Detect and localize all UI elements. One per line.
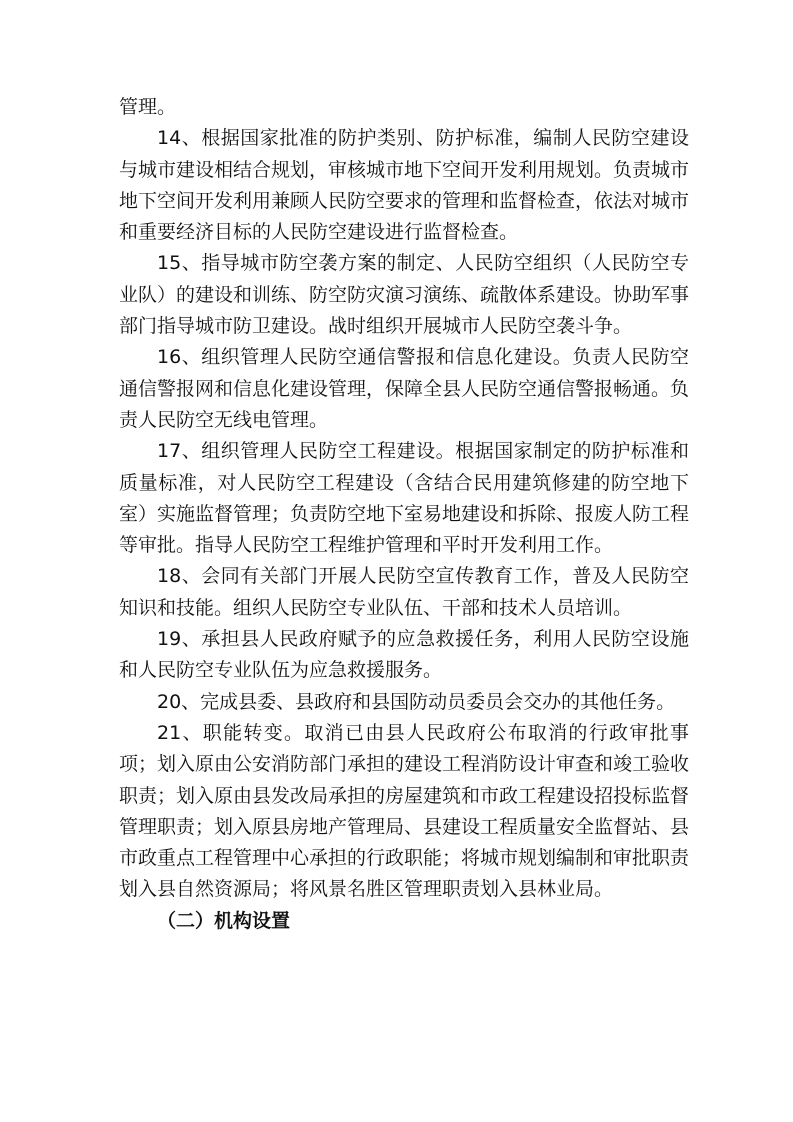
paragraph-item-20: 20、完成县委、县政府和县国防动员委员会交办的其他任务。 [157,690,676,713]
document-body [119,92,689,937]
section-heading: （二）机构设置 [157,909,291,932]
paragraph-item-18: 18、会同有关部门开展人民防空宣传教育工作，普及人民防空知识和技能。组织人民防空专业队伍、干部和技术人员培训。 [119,565,689,619]
paragraph-item-14: 14、根据国家批准的防护类别、防护标准，编制人民防空建设与城市建设相结合规划，审核城市地下空间开发利用规划。负责城市地下空间开发利用兼顾人民防空要求的管理和监督检查，依法对城市和重要经济目标的人民防空建设进行监督检查。 [119,127,690,244]
paragraph-item-16: 16、组织管理人民防空通信警报和信息化建设。负责人民防空通信警报网和信息化建设管理，保障全县人民防空通信警报畅通。负责人民防空无线电管理。 [119,346,690,431]
paragraph-item-15: 15、指导城市防空袭方案的制定、人民防空组织（人民防空专业队）的建设和训练、防空防灾演习演练、疏散体系建设。协助军事部门指导城市防卫建设。战时组织开展城市人民防空袭斗争。 [119,252,690,338]
paragraph-item-19: 19、承担县人民政府赋予的应急救援任务，利用人民防空设施和人民防空专业队伍为应急救援服务。 [119,628,689,682]
paragraph-item-17: 17、组织管理人民防空工程建设。根据国家制定的防护标准和质量标准，对人民防空工程建设（含结合民用建筑修建的防空地下室）实施监督管理；负责防空地下室易地建设和拆除、报废人防工程等审批。指导人民防空工程维护管理和平时开发利用工作。 [119,440,690,557]
paragraph-item-21: 21、职能转变。取消已由县人民政府公布取消的行政审批事项；划入原由公安消防部门承担的建设工程消防设计审查和竣工验收职责；划入原由县发改局承担的房屋建筑和市政工程建设招投标监督管理职责；划入原县房地产管理局、县建设工程质量安全监督站、县市政重点工程管理中心承担的行政职能；将城市规划编制和审批职责划入县自然资源局；将风景名胜区管理职责划入县林业局。 [119,721,690,901]
paragraph-continuation: 管理。 [119,96,177,118]
